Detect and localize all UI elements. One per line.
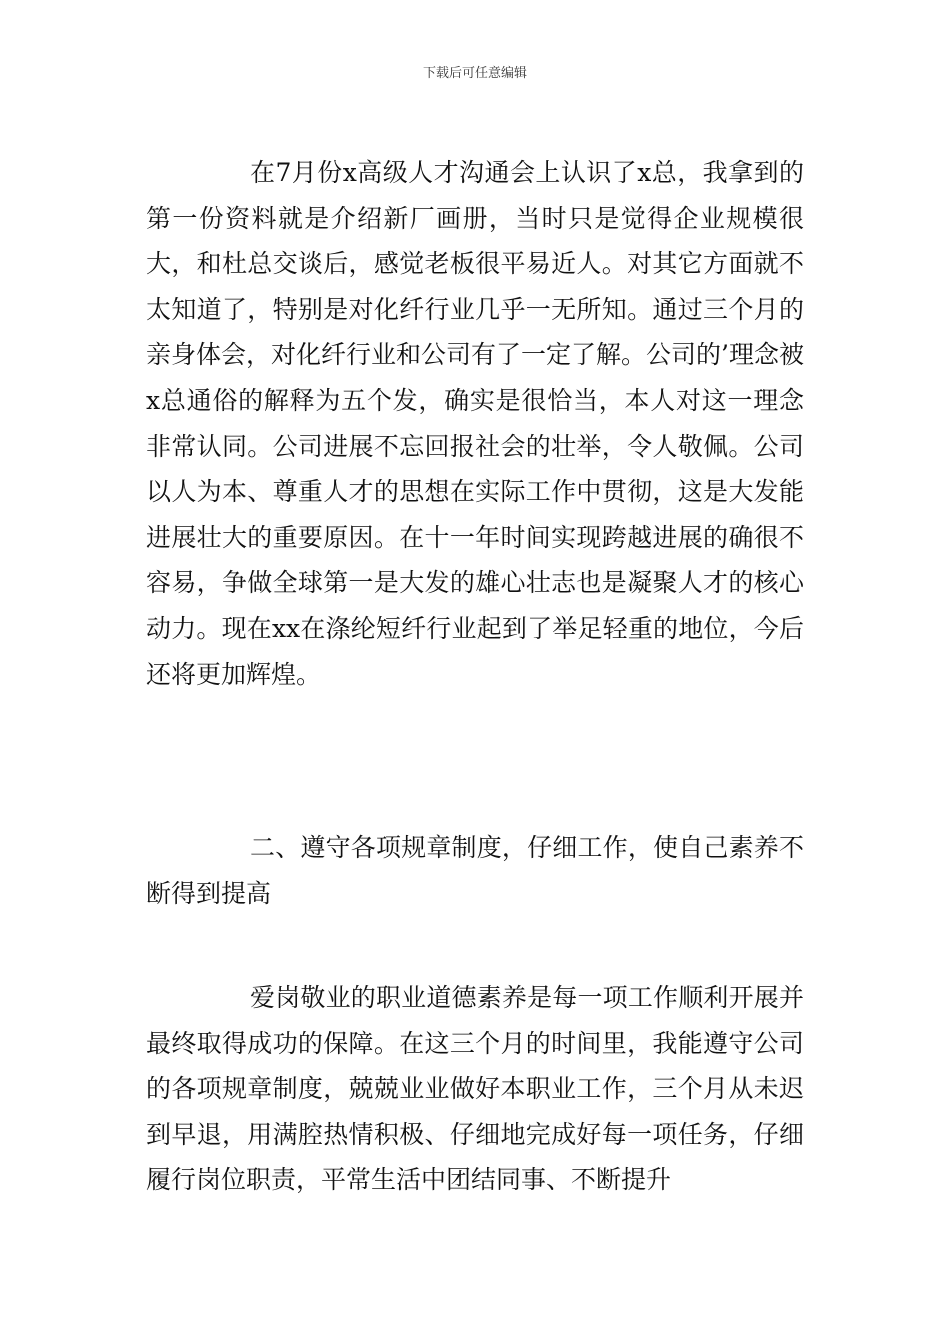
paragraph-work-ethic: 爱岗敬业的职业道德素养是每一项工作顺利开展并最终取得成功的保障。在这三个月的时间里，我能遵守公司的各项规章制度，兢兢业业做好本职业工作，三个月从未迟到早退，用满腔热情积极、仔细地完成好每一项任务，仔细履行岗位职责，平常生活中团结同事、不断提升: [146, 983, 804, 1195]
page-header: 下载后可任意编辑: [422, 66, 527, 81]
section-heading-rules: 二、遵守各项规章制度，仔细工作，使自己素养不断得到提高: [146, 833, 804, 908]
paragraph-company-impression: 在7月份x高级人才沟通会上认识了x总，我拿到的第一份资料就是介绍新厂画册，当时只是觉得企业规模很大，和杜总交谈后，感觉老板很平易近人。对其它方面就不太知道了，特别是对化纤行业几乎一无所知。通过三个月的亲身体会，对化纤行业和公司有了一定了解。公司的’理念被x总通俗的解释为五个发，确实是很恰当，本人对这一理念非常认同。公司进展不忘回报社会的壮举，令人敬佩。公司以人为本、尊重人才的思想在实际工作中贯彻，这是大发能进展壮大的重要原因。在十一年时间实现跨越进展的确很不容易，争做全球第一是大发的雄心壮志也是凝聚人才的核心动力。现在xx在涤纶短纤行业起到了举足轻重的地位，今后还将更加辉煌。: [146, 158, 804, 689]
